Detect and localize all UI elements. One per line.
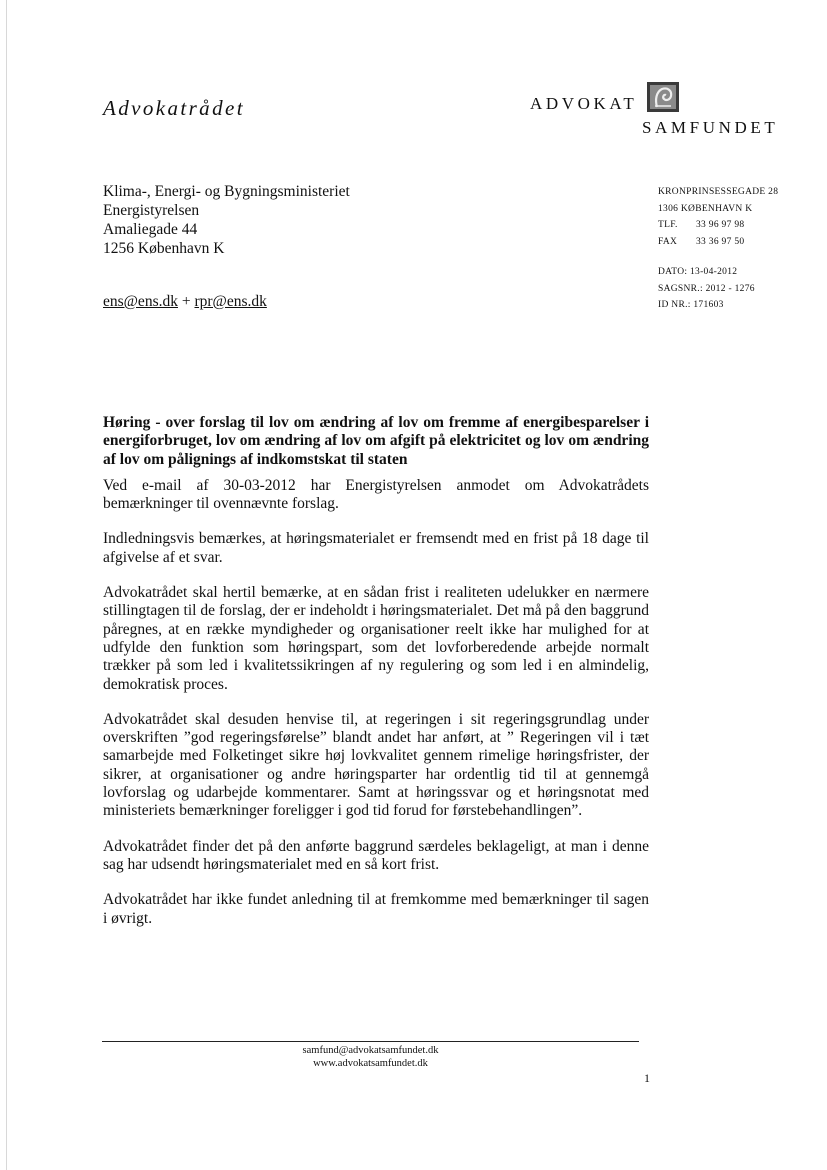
footer-divider xyxy=(102,1041,639,1042)
sender-info xyxy=(658,184,778,314)
body-paragraph: Advokatrådet finder det på den anførte baggrund særdeles beklageligt, at man i denne sag har udsendt høringsmaterialet med en så kort frist. xyxy=(103,837,649,873)
fax-value: 33 36 97 50 xyxy=(696,236,745,247)
footer-website[interactable]: www.advokatsamfundet.dk xyxy=(313,1058,428,1069)
recipient-line: Klima-, Energi- og Bygningsministeriet xyxy=(103,183,350,200)
sender-phone xyxy=(658,217,778,234)
letter-subject: Høring - over forslag til lov om ændring af lov om fremme af energibesparelser i energiforbruget, lov om ændring af lov om afgift på elektricitet og lov om ændring af lov om pålignings af indkomstskat til staten xyxy=(103,414,649,468)
recipient-line: 1256 København K xyxy=(103,240,225,257)
email-separator: + xyxy=(177,293,195,310)
recipient-emails xyxy=(103,293,267,311)
letter-date: DATO: 13-04-2012 xyxy=(658,267,738,277)
email-link-rpr[interactable]: rpr@ens.dk xyxy=(194,293,267,310)
body-paragraph: Ved e-mail af 30-03-2012 har Energistyrelsen anmodet om Advokatrådets bemærkninger til ovennævnte forslag. xyxy=(103,476,649,513)
body-paragraph: Advokatrådet skal hertil bemærke, at en sådan frist i realiteten udelukker en nærmere stillingtagen til de forslag, der er indeholdt i høringsmaterialet. Det må på den baggrund påregnes, at en række myndigheder og organisationer reelt ikke har mulighed for at udfylde den funktion som høringspart, som det lovforberedende arbejde normalt trækker på som led i kvalitetssikringen af ny regulering og som led i en almindelig, demokratisk proces. xyxy=(103,584,649,693)
body-paragraph: Advokatrådet har ikke fundet anledning til at fremkomme med bemærkninger til sagen i øvrigt. xyxy=(103,891,649,927)
email-link-ens[interactable]: ens@ens.dk xyxy=(103,293,178,310)
case-number: SAGSNR.: 2012 - 1276 xyxy=(658,283,755,294)
org-title: Advokatrådet xyxy=(103,96,245,120)
sender-city: 1306 KØBENHAVN K xyxy=(658,203,753,214)
body-paragraph: Advokatrådet skal desuden henvise til, at regeringen i sit regeringsgrundlag under overskriften ”god regeringsførelse” blandt andet har anført, at ” Regeringen vil i tæt samarbejde med Folketinget sikre høj lovkvalitet gennem rimelige høringsfrister, der sikrer, at organisationer og andre høringsparter har ordentlig tid til at gennemgå lovforslag og udarbejde kommentarer. Samt at høringssvar og et høringsnotat med ministeriets bemærkninger foreligger i god tid forud for førstebehandlingen”. xyxy=(103,710,649,820)
sender-fax xyxy=(658,234,778,251)
phone-value: 33 96 97 98 xyxy=(696,220,745,230)
logo-text-line1: ADVOKAT xyxy=(530,94,638,113)
sender-street: KRONPRINSESSEGADE 28 xyxy=(658,187,779,197)
id-number: ID NR.: 171603 xyxy=(658,300,724,310)
body-paragraph: Indledningsvis bemærkes, at høringsmaterialet er fremsendt med en frist på 18 dage til afgivelse af et svar. xyxy=(103,530,649,566)
advokatsamfundet-emblem-icon xyxy=(647,82,679,112)
recipient-address xyxy=(103,182,350,258)
footer xyxy=(102,1044,639,1070)
page-number: 1 xyxy=(644,1071,650,1085)
page-margin-line xyxy=(6,0,7,1170)
recipient-line: Energistyrelsen xyxy=(103,202,200,219)
spacer xyxy=(658,250,778,264)
logo-text-line2: SAMFUNDET xyxy=(642,118,779,137)
advokatsamfundet-logo xyxy=(530,82,790,142)
recipient-line: Amaliegade 44 xyxy=(103,221,198,238)
fax-label: FAX xyxy=(658,236,678,247)
phone-label: TLF. xyxy=(658,220,678,230)
footer-email[interactable]: samfund@advokatsamfundet.dk xyxy=(302,1045,439,1056)
letter-body xyxy=(103,414,649,945)
